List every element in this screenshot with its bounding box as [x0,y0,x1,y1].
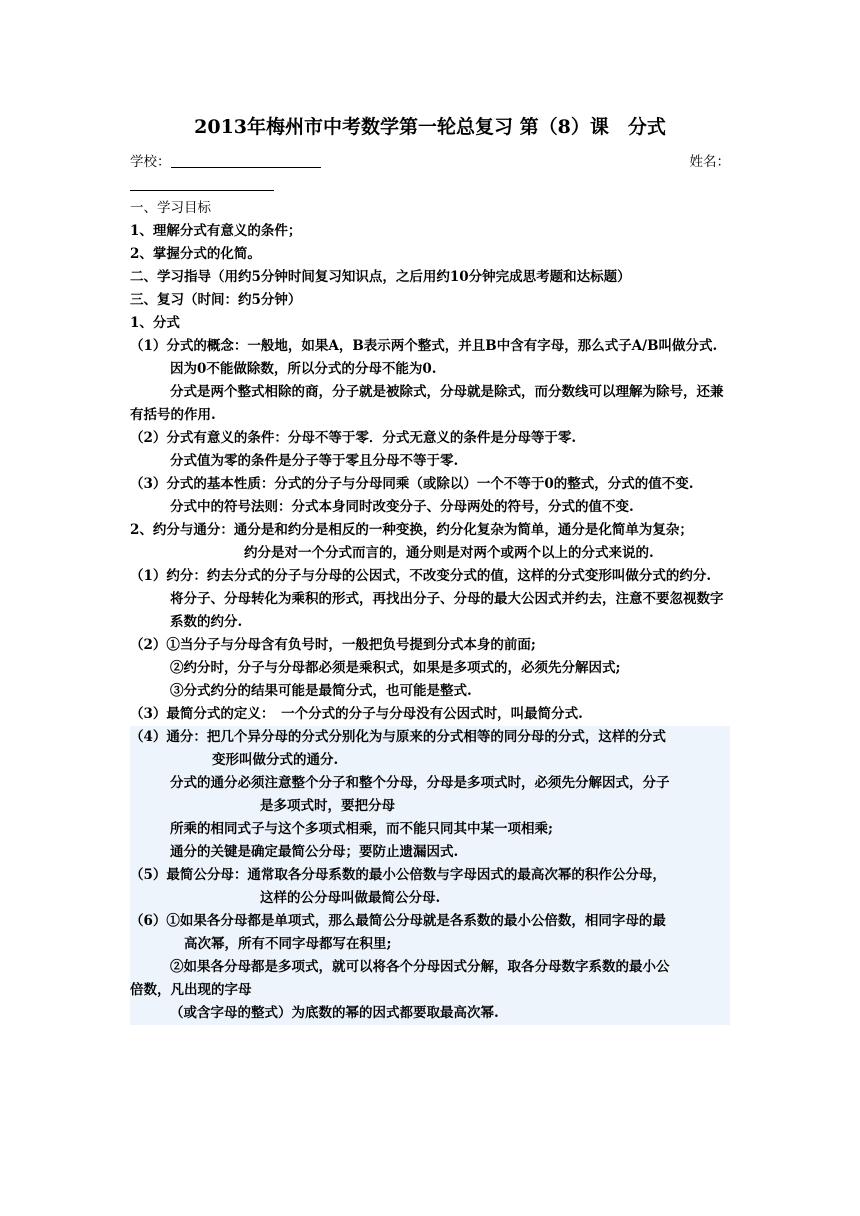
paragraph: 将分子、分母转化为乘积的形式，再找出分子、分母的最大公因式并约去，注意不要忽视数字系数的约分. [170,591,724,630]
objective-item: 2、掌握分式的化简。 [130,246,261,262]
school-field [130,151,321,174]
paragraph: 约分是对一个分式而言的，通分则是对两个或两个以上的分式来说的. [244,545,654,561]
paragraph: （6）①如果各分母都是单项式，那么最简公分母就是各系数的最小公倍数，相同字母的最 [130,910,730,933]
paragraph: 因为0不能做除数，所以分式的分母不能为0. [170,361,437,377]
paragraph: 这样的公分母叫做最简公分母. [130,887,730,910]
document-title: 2013年梅州市中考数学第一轮总复习 第（8）课 分式 [194,116,666,138]
school-blank [171,153,321,168]
paragraph: 分式中的符号法则：分式本身同时改变分子、分母两处的符号，分式的值不变. [170,499,634,515]
paragraph: （或含字母的整式）为底数的幂的因式都要取最高次幂. [130,1002,730,1025]
paragraph: 2、约分与通分：通分是和约分是相反的一种变换，约分化复杂为简单，通分是化简单为复杂； [130,522,693,538]
paragraph: 分式的通分必须注意整个分子和整个分母，分母是多项式时，必须先分解因式，分子 [130,772,730,795]
paragraph: （1）分式的概念：一般地，如果A，B表示两个整式，并且B中含有字母，那么式子A/B叫做分式. [130,338,718,354]
paragraph: ③分式约分的结果可能是最简分式，也可能是整式. [170,683,472,699]
paragraph: 分式是两个整式相除的商，分子就是被除式，分母就是除式，而分数线可以理解为除号，还兼有括号的作用. [130,384,724,423]
paragraph: ②约分时，分子与分母都必须是乘积式，如果是多项式的，必须先分解因式; [170,660,621,676]
section-heading: 三、复习（时间：约5分钟） [130,292,302,308]
paragraph: （1）约分：约去分式的分子与分母的公因式，不改变分式的值，这样的分式变形叫做分式的约分. [130,568,712,584]
section-heading: 二、学习指导（用约5分钟时间复习知识点，之后用约10分钟完成思考题和达标题） [130,269,631,285]
paragraph: （4）通分：把几个异分母的分式分别化为与原来的分式相等的同分母的分式，这样的分式 [130,726,730,749]
document-page [130,112,730,1025]
school-label: 学校： [130,154,171,170]
paragraph: （5）最简公分母：通常取各分母系数的最小公倍数与字母因式的最高次幂的积作公分母， [130,864,730,887]
paragraph: 高次幂，所有不同字母都写在积里; [130,933,730,956]
section-heading: 一、学习目标 [130,200,211,216]
paragraph: 倍数，凡出现的字母 [130,979,730,1002]
paragraph: 变形叫做分式的通分. [130,749,730,772]
paragraph: ②如果各分母都是多项式，就可以将各个分母因式分解，取各分母数字系数的最小公 [130,956,730,979]
paragraph: 是多项式时，要把分母 [130,795,730,818]
paragraph: （3）分式的基本性质：分式的分子与分母同乘（或除以）一个不等于0的整式，分式的值不变. [130,476,694,492]
topic-heading: 1、分式 [130,315,180,331]
paragraph: 分式值为零的条件是分子等于零且分母不等于零. [170,453,459,469]
paragraph: 所乘的相同式子与这个多项式相乘，而不能只同其中某一项相乘; [130,818,730,841]
name-blank [130,176,274,191]
paragraph: 通分的关键是确定最简公分母；要防止遗漏因式. [130,841,730,864]
objective-item: 1、理解分式有意义的条件； [130,223,302,239]
name-blank-line [130,174,730,197]
school-name-row [130,151,730,174]
paragraph: （3）最简分式的定义： 一个分式的分子与分母没有公因式时，叫最简分式. [130,706,583,722]
paragraph: （2）①当分子与分母含有负号时，一般把负号提到分式本身的前面; [130,637,536,653]
name-label: 姓名： [689,154,730,170]
paragraph: （2）分式有意义的条件：分母不等于零．分式无意义的条件是分母等于零. [130,430,577,446]
